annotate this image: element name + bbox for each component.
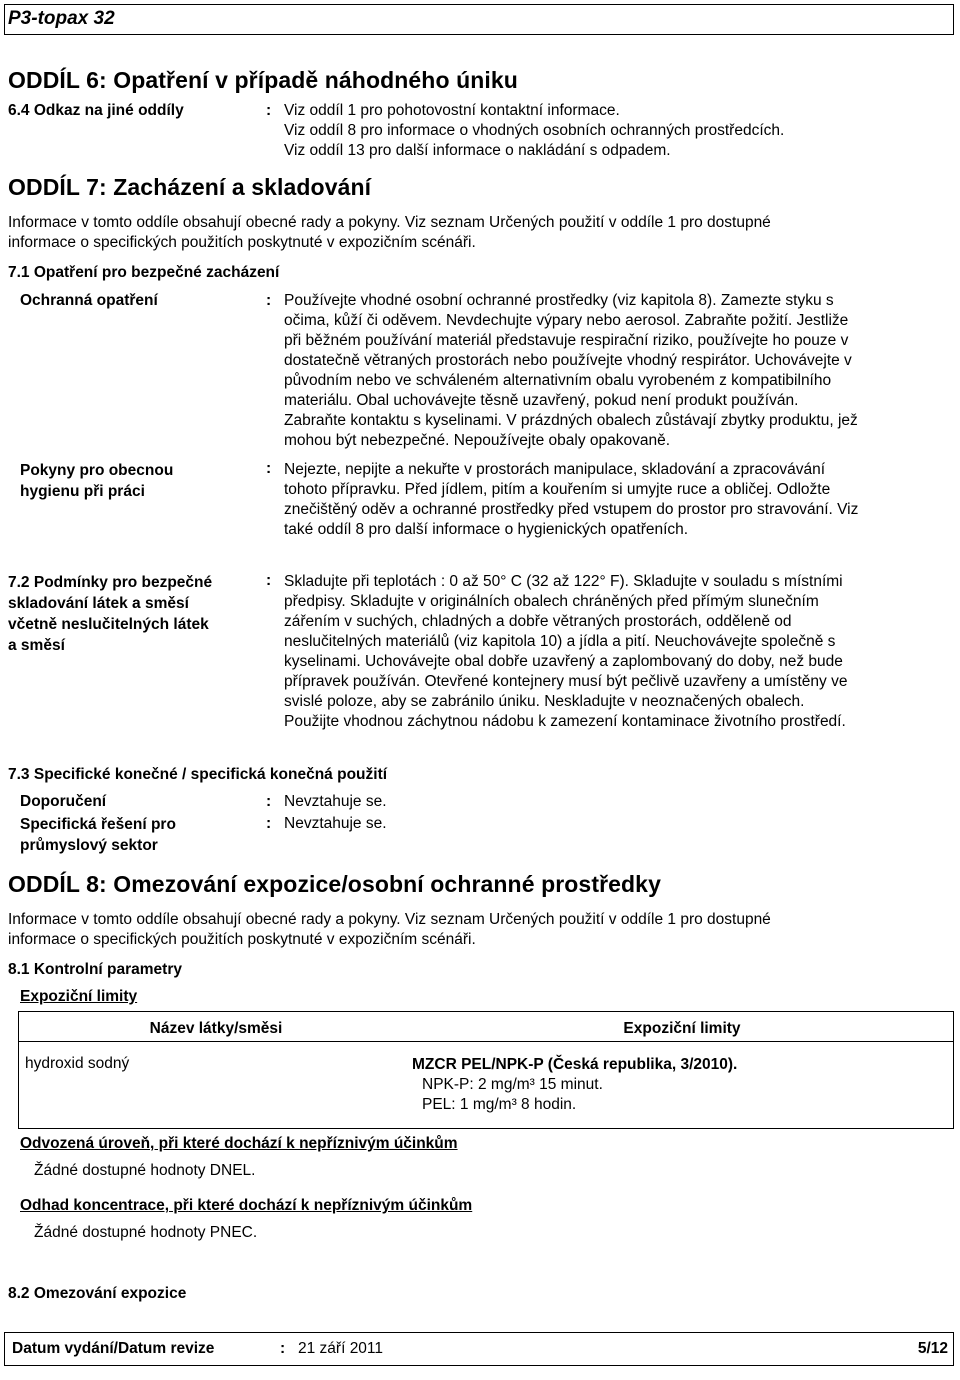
protect-colon: :: [266, 292, 272, 309]
text-line: Používejte vhodné osobní ochranné prostředky (viz kapitola 8). Zamezte styku s: [284, 292, 834, 309]
text-line: přípravek používán. Otevřené kontejnery musí být pečlivě uzavřeny a umístěny ve: [284, 673, 848, 690]
text-line: znečištěný oděv a ochranné prostředky před vstupem do prostor pro stravování. Viz: [284, 501, 859, 518]
table-header-divider: [19, 1041, 953, 1042]
subsection-7-3-heading: 7.3 Specifické konečné / specifická konečná použití: [8, 766, 388, 783]
text-line: neslučitelných materiálů (viz kapitola 10) a jídla a pití. Neuchovávejte společně s: [284, 633, 836, 650]
footer-date: 21 září 2011: [298, 1340, 384, 1357]
ref-line: Viz oddíl 8 pro informace o vhodných osobních ochranných prostředcích.: [284, 122, 785, 139]
table-cell-substance: hydroxid sodný: [25, 1055, 130, 1072]
footer-date-label: Datum vydání/Datum revize: [12, 1340, 215, 1357]
label-line: Specifická řešení pro: [20, 816, 176, 833]
text-line: předpisy. Skladujte v originálních obalech chráněných před přímým slunečním: [284, 593, 819, 610]
text-line: Skladujte při teplotách : 0 až 50° C (32 až 122° F). Skladujte v souladu s místními: [284, 573, 843, 590]
text-line: kyselinami. Uchovávejte obal dobře uzavřený a zaplombovaný do doby, než bude: [284, 653, 843, 670]
text-line: svislé poloze, aby se zabránilo úniku. Neskladujte v neoznačených obalech.: [284, 693, 805, 710]
limit-value: NPK-P: 2 mg/m³ 15 minut.: [422, 1076, 603, 1093]
ref-line: Viz oddíl 1 pro pohotovostní kontaktní informace.: [284, 102, 620, 119]
hygiene-colon: :: [266, 460, 272, 477]
subsection-8-2-heading: 8.2 Omezování expozice: [8, 1285, 187, 1302]
recommend-colon: :: [266, 793, 272, 810]
limit-source: MZCR PEL/NPK-P (Česká republika, 3/2010).: [412, 1056, 738, 1073]
industry-colon: :: [266, 815, 272, 832]
intro-line: Informace v tomto oddíle obsahují obecné rady a pokyny. Viz seznam Určených použití v oddíle 1 pro dostupné: [8, 911, 771, 928]
text-line: tohoto přípravku. Před jídlem, pitím a kouřením si umyjte ruce a obličej. Odložte: [284, 481, 831, 498]
section-7-title: ODDÍL 7: Zacházení a skladování: [8, 174, 372, 200]
intro-line: Informace v tomto oddíle obsahují obecné rady a pokyny. Viz seznam Určených použití v oddíle 1 pro dostupné: [8, 214, 771, 231]
recommend-value: Nevztahuje se.: [284, 793, 387, 810]
section-8-title: ODDÍL 8: Omezování expozice/osobní ochranné prostředky: [8, 871, 661, 897]
label-line: hygienu při práci: [20, 483, 145, 500]
label-line: a směsí: [8, 637, 65, 654]
label-line: včetně neslučitelných látek: [8, 616, 209, 633]
ref-colon: :: [266, 102, 272, 119]
text-line: materiálu. Obal uchovávejte těsně uzavřený, pokud není produkt používán.: [284, 392, 799, 409]
label-line: 7.2 Podmínky pro bezpečné: [8, 574, 213, 591]
section-8-intro: [8, 910, 771, 950]
hygiene-text: [284, 460, 858, 540]
section-7-intro: [8, 213, 771, 253]
table-cell-limits: [412, 1055, 737, 1115]
footer-page-number: 5/12: [917, 1340, 948, 1357]
subsection-8-1-heading: 8.1 Kontrolní parametry: [8, 961, 182, 978]
text-line: Nejezte, nepijte a nekuřte v prostorách manipulace, skladování a zpracovávání: [284, 461, 826, 478]
text-line: mohou být nebezpečné. Nepoužívejte obaly opakovaně.: [284, 432, 671, 449]
pnec-text: Žádné dostupné hodnoty PNEC.: [34, 1224, 258, 1241]
text-line: původním nebo ve schváleném alternativním obalu vyrobeném z kompatibilního: [284, 372, 832, 389]
recommend-label: Doporučení: [20, 793, 107, 810]
limit-value: PEL: 1 mg/m³ 8 hodin.: [422, 1096, 577, 1113]
storage-colon: :: [266, 572, 272, 589]
label-line: skladování látek a směsí: [8, 595, 189, 612]
exposure-limits-table: [18, 1011, 954, 1129]
text-line: Zabraňte kontaktu s kyselinami. V prázdných obalech zůstávají zbytky produktu, jež: [284, 412, 858, 429]
footer-colon: :: [280, 1340, 286, 1357]
limits-heading: Expoziční limity: [20, 988, 138, 1005]
protect-label: Ochranná opatření: [20, 292, 158, 309]
ref-label: 6.4 Odkaz na jiné oddíly: [8, 102, 184, 119]
protect-text: [284, 291, 858, 451]
intro-line: informace o specifických použitích poskytnuté v expozičním scénáři.: [8, 931, 476, 948]
section-6-title: ODDÍL 6: Opatření v případě náhodného úniku: [8, 67, 518, 93]
text-line: Použijte vhodnou záchytnou nádobu k zamezení kontaminace životního prostředí.: [284, 713, 846, 730]
text-line: také oddíl 8 pro další informace o hygienických opatřeních.: [284, 521, 689, 538]
dnel-text: Žádné dostupné hodnoty DNEL.: [34, 1162, 256, 1179]
industry-label: [20, 814, 176, 856]
label-line: Pokyny pro obecnou: [20, 462, 174, 479]
storage-label: [8, 572, 212, 656]
label-line: průmyslový sektor: [20, 837, 158, 854]
text-line: při běžném používání materiál představuje respirační riziko, používejte ho pouze v: [284, 332, 849, 349]
table-header-limits: Expoziční limity: [623, 1020, 741, 1037]
intro-line: informace o specifických použitích poskytnuté v expozičním scénáři.: [8, 234, 476, 251]
text-line: dostatečně větraných prostorách nebo používejte vhodný respirátor. Uchovávejte v: [284, 352, 852, 369]
hygiene-label: [20, 460, 173, 502]
industry-value: Nevztahuje se.: [284, 815, 387, 832]
text-line: zářením v suchých, chladných a dobře větraných prostorách, odděleně od: [284, 613, 792, 630]
pnec-heading: Odhad koncentrace, při které dochází k nepříznivým účinkům: [20, 1197, 473, 1214]
storage-text: [284, 572, 847, 732]
text-line: očima, kůží či oděvem. Nevdechujte výpary nebo aerosol. Zabraňte požití. Jestliže: [284, 312, 849, 329]
document-title: P3-topax 32: [8, 8, 115, 29]
table-header-substance: Název látky/směsi: [149, 1020, 283, 1037]
subsection-7-1-heading: 7.1 Opatření pro bezpečné zacházení: [8, 264, 280, 281]
ref-text: [284, 101, 784, 161]
dnel-heading: Odvozená úroveň, při které dochází k nepříznivým účinkům: [20, 1135, 458, 1152]
ref-line: Viz oddíl 13 pro další informace o nakládání s odpadem.: [284, 142, 671, 159]
header-box: [4, 4, 954, 35]
